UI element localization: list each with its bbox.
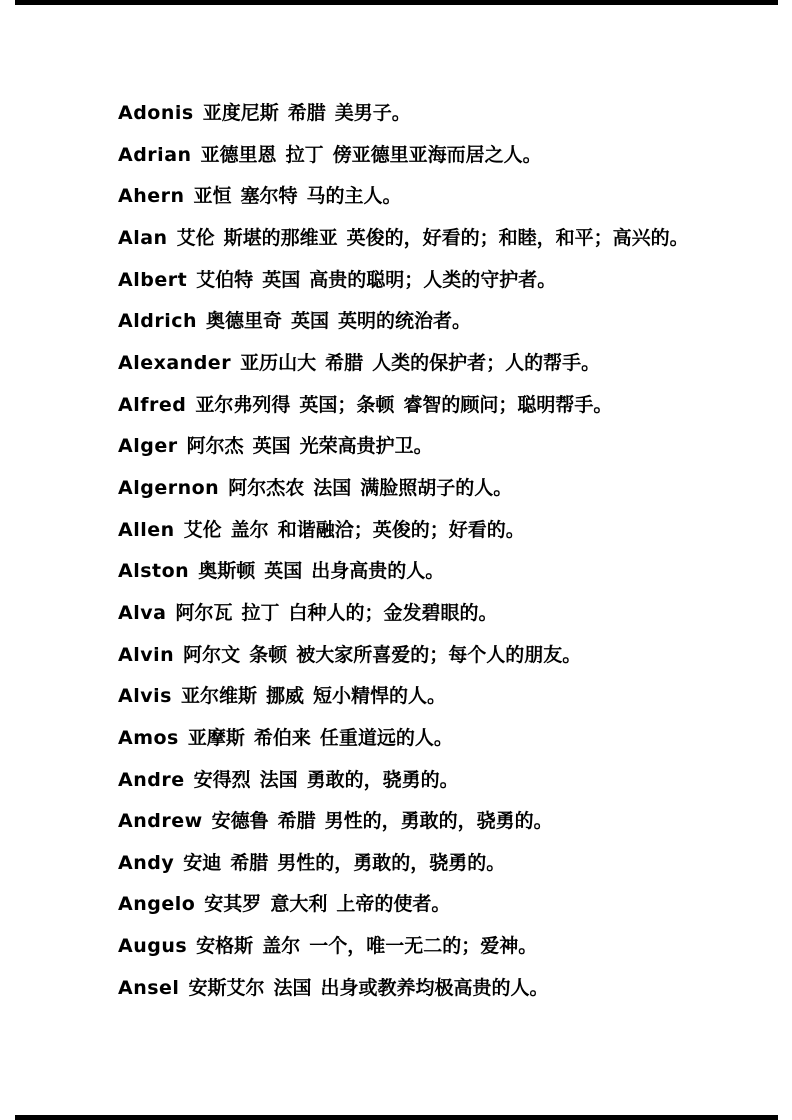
english-text: Angelo — [118, 893, 196, 916]
chinese-text: 阿尔文 — [183, 643, 241, 666]
name-entry — [118, 801, 772, 843]
english-text: Adrian — [118, 143, 192, 166]
meaning-text: 傍亚德里亚海而居之人。 — [332, 143, 542, 166]
name-entry — [118, 176, 772, 218]
chinese-text: 安斯艾尔 — [188, 976, 265, 999]
top-border-bar — [15, 0, 778, 5]
origin-text: 法国 — [259, 768, 298, 791]
chinese-text: 艾伦 — [176, 226, 215, 249]
chinese-text: 亚尔弗列得 — [195, 393, 291, 416]
meaning-text: 白种人的；金发碧眼的。 — [288, 601, 498, 624]
name-entry — [118, 301, 772, 343]
name-entry — [118, 884, 772, 926]
english-text: Aldrich — [118, 310, 197, 333]
english-text: Augus — [118, 935, 188, 958]
meaning-text: 和谐融洽；英俊的；好看的。 — [277, 518, 525, 541]
name-entry — [118, 551, 772, 593]
origin-text: 意大利 — [270, 893, 328, 916]
origin-text: 拉丁 — [285, 143, 324, 166]
meaning-text: 英俊的，好看的；和睦，和平；高兴的。 — [346, 226, 689, 249]
meaning-text: 男性的，勇敢的，骁勇的。 — [324, 810, 553, 833]
english-text: Alva — [118, 601, 167, 624]
english-text: Andre — [118, 768, 185, 791]
origin-text: 法国 — [273, 976, 312, 999]
name-entry — [118, 343, 772, 385]
meaning-text: 上帝的使者。 — [336, 893, 451, 916]
name-entry — [118, 426, 772, 468]
meaning-text: 满脸照胡子的人。 — [360, 476, 513, 499]
origin-text: 拉丁 — [241, 601, 280, 624]
meaning-text: 被大家所喜爱的；每个人的朋友。 — [296, 643, 582, 666]
name-entry — [118, 635, 772, 677]
origin-text: 英国 — [252, 435, 291, 458]
chinese-text: 亚德里恩 — [200, 143, 277, 166]
origin-text: 希腊 — [230, 851, 269, 874]
chinese-text: 安格斯 — [196, 935, 254, 958]
origin-text: 英国 — [291, 310, 330, 333]
origin-text: 希伯来 — [253, 726, 311, 749]
origin-text: 法国 — [313, 476, 352, 499]
chinese-text: 艾伯特 — [196, 268, 254, 291]
origin-text: 英国；条顿 — [299, 393, 395, 416]
english-text: Albert — [118, 268, 188, 291]
origin-text: 盖尔 — [230, 518, 269, 541]
english-text: Andrew — [118, 810, 203, 833]
meaning-text: 男性的，勇敢的，骁勇的。 — [277, 851, 506, 874]
english-text: Alston — [118, 560, 190, 583]
name-entry — [118, 135, 772, 177]
name-entry — [118, 218, 772, 260]
chinese-text: 艾伦 — [183, 518, 222, 541]
meaning-text: 勇敢的，骁勇的。 — [306, 768, 459, 791]
english-text: Andy — [118, 851, 175, 874]
english-text: Alfred — [118, 393, 187, 416]
name-entry — [118, 260, 772, 302]
meaning-text: 任重道远的人。 — [319, 726, 453, 749]
name-list — [118, 93, 772, 1009]
chinese-text: 阿尔杰农 — [228, 476, 305, 499]
meaning-text: 一个，唯一无二的；爱神。 — [309, 935, 538, 958]
meaning-text: 美男子。 — [334, 102, 411, 124]
origin-text: 希腊 — [325, 351, 364, 374]
english-text: Alger — [118, 435, 178, 458]
chinese-text: 亚恒 — [193, 185, 232, 208]
english-text: Ansel — [118, 976, 180, 999]
origin-text: 英国 — [264, 560, 303, 583]
chinese-text: 亚度尼斯 — [202, 102, 279, 124]
english-text: Alexander — [118, 351, 232, 374]
origin-text: 塞尔特 — [240, 185, 298, 208]
chinese-text: 安得烈 — [193, 768, 251, 791]
name-entry — [118, 593, 772, 635]
english-text: Amos — [118, 726, 179, 749]
meaning-text: 人类的保护者；人的帮手。 — [372, 351, 601, 374]
chinese-text: 安德鲁 — [211, 810, 269, 833]
english-text: Algernon — [118, 476, 220, 499]
english-text: Ahern — [118, 185, 185, 208]
meaning-text: 英明的统治者。 — [338, 310, 472, 333]
english-text: Alan — [118, 226, 168, 249]
name-entry — [118, 93, 772, 135]
name-entry — [118, 968, 772, 1010]
name-entry — [118, 676, 772, 718]
name-entry — [118, 385, 772, 427]
meaning-text: 短小精悍的人。 — [312, 685, 446, 708]
meaning-text: 睿智的顾问；聪明帮手。 — [403, 393, 613, 416]
origin-text: 希腊 — [277, 810, 316, 833]
meaning-text: 光荣高贵护卫。 — [299, 435, 433, 458]
name-entry — [118, 468, 772, 510]
origin-text: 斯堪的那维亚 — [223, 226, 338, 249]
chinese-text: 安迪 — [183, 851, 222, 874]
chinese-text: 亚摩斯 — [187, 726, 245, 749]
origin-text: 盖尔 — [262, 935, 301, 958]
name-entry — [118, 760, 772, 802]
chinese-text: 安其罗 — [204, 893, 262, 916]
chinese-text: 亚尔维斯 — [180, 685, 257, 708]
origin-text: 英国 — [262, 268, 301, 291]
meaning-text: 马的主人。 — [306, 185, 402, 208]
meaning-text: 出身或教养均极高贵的人。 — [320, 976, 549, 999]
origin-text: 挪威 — [265, 685, 304, 708]
origin-text: 条顿 — [249, 643, 288, 666]
english-text: Allen — [118, 518, 175, 541]
bottom-border-bar — [15, 1115, 778, 1120]
name-entry — [118, 926, 772, 968]
chinese-text: 阿尔瓦 — [175, 601, 233, 624]
chinese-text: 奥德里奇 — [206, 310, 283, 333]
english-text: Alvis — [118, 685, 172, 708]
name-entry — [118, 510, 772, 552]
name-entry — [118, 843, 772, 885]
english-text: Adonis — [118, 102, 194, 124]
chinese-text: 奥斯顿 — [198, 560, 256, 583]
english-text: Alvin — [118, 643, 175, 666]
name-entry — [118, 718, 772, 760]
chinese-text: 亚历山大 — [240, 351, 317, 374]
origin-text: 希腊 — [287, 102, 326, 124]
meaning-text: 出身高贵的人。 — [311, 560, 445, 583]
meaning-text: 高贵的聪明；人类的守护者。 — [309, 268, 557, 291]
chinese-text: 阿尔杰 — [186, 435, 244, 458]
